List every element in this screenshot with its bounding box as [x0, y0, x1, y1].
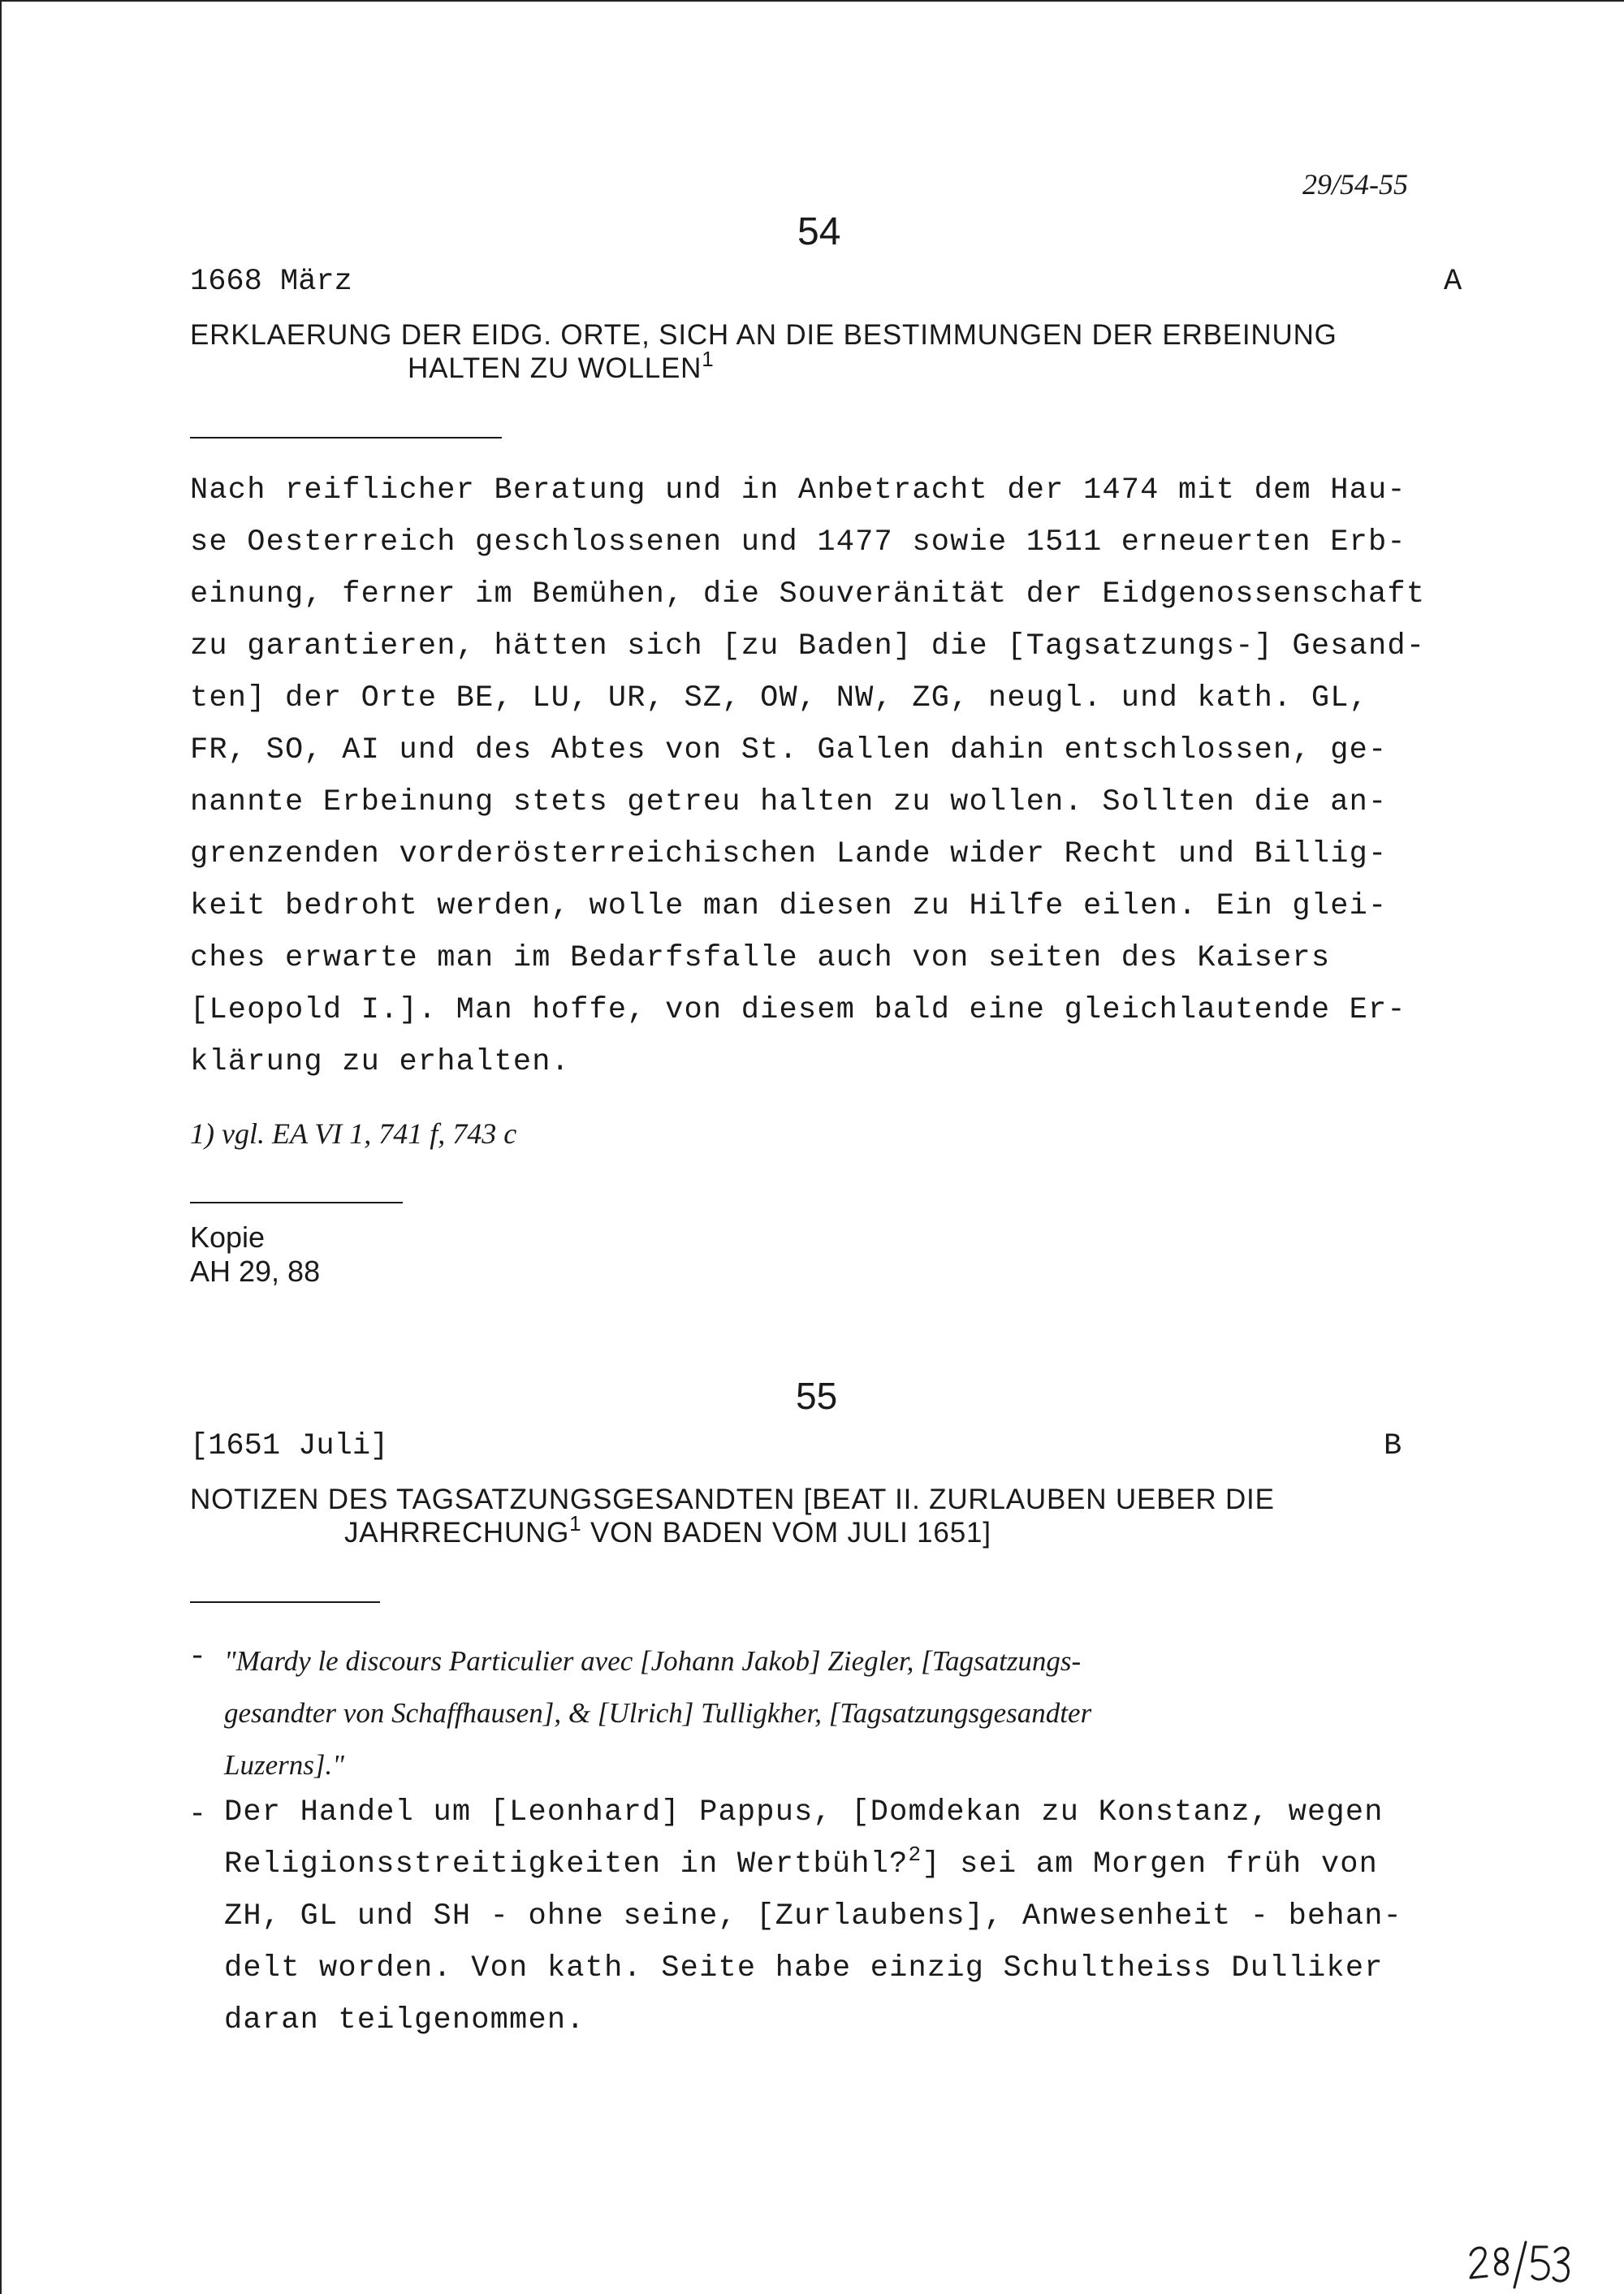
doc54-title-line2 — [408, 347, 715, 385]
doc55-bullet-1 — [188, 1635, 1471, 1790]
bullet-dash: - — [188, 1640, 207, 1674]
doc54-body-line: grenzenden vorderösterreichischen Lande wider Recht und Billig- — [190, 837, 1388, 871]
doc54-body-line: [Leopold I.]. Man hoffe, von diesem bald eine gleichlautende Er- — [190, 993, 1406, 1027]
doc54-date: 1668 März — [190, 265, 352, 299]
bullet-2-text-b: ] sei am Morgen früh von — [922, 1847, 1379, 1881]
bullet-2-line: Der Handel um [Leonhard] Pappus, [Domdekan zu Konstanz, wegen — [224, 1795, 1384, 1830]
bullet-1-line: gesandter von Schaffhausen], & [Ulrich] Tulligkher, [Tagsatzungsgesandter — [224, 1697, 1092, 1729]
doc54-title-text: HALTEN ZU WOLLEN — [408, 352, 702, 384]
doc54-body-line: se Oesterreich geschlossenen und 1477 sowie 1511 erneuerten Erb- — [190, 525, 1406, 559]
doc54-body-line: FR, SO, AI und des Abtes von St. Gallen dahin entschlossen, ge- — [190, 733, 1388, 767]
handwritten-page-mark — [1466, 2237, 1571, 2294]
doc55-title-text-a: JAHRRECHUNG — [344, 1517, 570, 1549]
document-number-55: 55 — [796, 1375, 838, 1417]
bullet-2-text-a: Religionsstreitigkeiten in Wertbühl? — [224, 1847, 909, 1881]
scan-border-top — [0, 0, 1624, 2]
bullet-2-line: ZH, GL und SH - ohne seine, [Zurlaubens], Anwesenheit - behan- — [224, 1899, 1403, 1933]
bullet-2-line — [224, 1838, 1402, 1890]
doc54-source-type: Kopie — [190, 1220, 266, 1254]
doc54-title-line1: ERKLAERUNG DER EIDG. ORTE, SICH AN DIE BESTIMMUNGEN DER ERBEINUNG — [190, 319, 1337, 351]
scan-border-left — [0, 0, 2, 2294]
doc55-date: [1651 Juli] — [190, 1429, 389, 1463]
doc54-body — [190, 464, 1465, 1088]
doc54-body-line: zu garantieren, hätten sich [zu Baden] die [Tagsatzungs-] Gesand- — [190, 629, 1426, 663]
doc54-body-line: einung, ferner im Bemühen, die Souveränität der Eidgenossenschaft — [190, 577, 1426, 611]
doc54-footnote: 1) vgl. EA VI 1, 741 f, 743 c — [190, 1117, 517, 1150]
bullet-2-footnote-marker: 2 — [908, 1843, 922, 1867]
doc55-title-line1: NOTIZEN DES TAGSATZUNGSGESANDTEN [BEAT II. ZURLAUBEN UEBER DIE — [190, 1484, 1275, 1515]
bullet-2-line: daran teilgenommen. — [224, 2003, 585, 2037]
bullet-dash: - — [188, 1798, 207, 1832]
doc54-body-line: keit bedroht werden, wolle man diesen zu Hilfe eilen. Ein glei- — [190, 889, 1388, 923]
document-number-54: 54 — [797, 210, 841, 253]
doc55-title-line2 — [344, 1511, 991, 1549]
doc55-title-text-b: VON BADEN VOM JULI 1651] — [581, 1517, 991, 1549]
doc54-body-line: ten] der Orte BE, LU, UR, SZ, OW, NW, ZG, neugl. und kath. GL, — [190, 681, 1369, 715]
doc55-bullet-1-text — [224, 1635, 1091, 1791]
doc54-title-separator — [190, 437, 502, 438]
folio-reference: 29/54-55 — [1302, 168, 1408, 201]
doc54-body-line: nannte Erbeinung stets getreu halten zu wollen. Sollten die an- — [190, 785, 1388, 819]
bullet-2-line: delt worden. Von kath. Seite habe einzig Schultheiss Dulliker — [224, 1951, 1384, 1985]
doc55-class: B — [1384, 1429, 1402, 1463]
doc55-title-separator — [190, 1601, 380, 1603]
doc55-bullet-2 — [188, 1786, 1471, 2054]
doc55-title-footnote-marker: 1 — [569, 1511, 582, 1536]
bullet-1-line: Luzerns]." — [224, 1749, 344, 1781]
doc54-source-separator — [190, 1202, 403, 1203]
doc54-body-line: ches erwarte man im Bedarfsfalle auch von seiten des Kaisers — [190, 941, 1331, 975]
doc54-source-reference: AH 29, 88 — [190, 1255, 321, 1288]
doc54-body-line: Nach reiflicher Beratung und in Anbetracht der 1474 mit dem Hau- — [190, 473, 1406, 508]
doc54-title-footnote-marker: 1 — [702, 347, 715, 371]
doc55-bullet-2-text — [224, 1786, 1402, 2046]
doc54-class: A — [1444, 265, 1462, 299]
bullet-1-line: "Mardy le discours Particulier avec [Johann Jakob] Ziegler, [Tagsatzungs- — [224, 1645, 1082, 1677]
doc54-body-line: klärung zu erhalten. — [190, 1045, 571, 1079]
